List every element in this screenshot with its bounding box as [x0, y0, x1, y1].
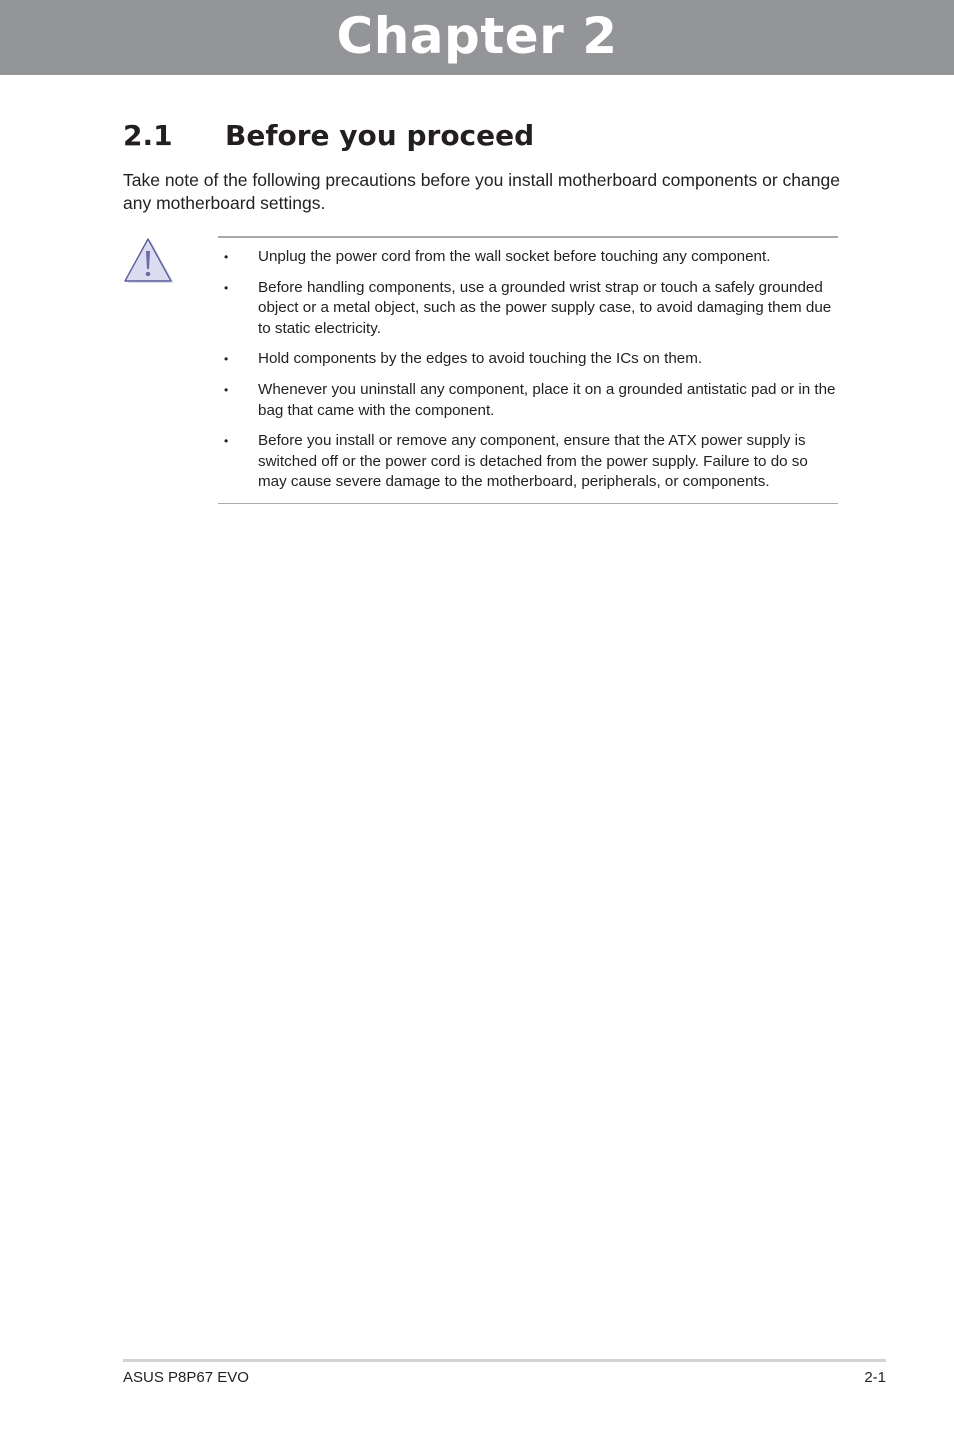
caution-list-item: [218, 349, 838, 370]
bullet-glyph: •: [224, 250, 229, 264]
chapter-title: Chapter 2: [336, 6, 618, 65]
caution-triangle-icon: [124, 238, 176, 286]
bullet-glyph: •: [224, 280, 229, 295]
bullet-glyph: •: [224, 352, 229, 367]
caution-list-item: [218, 380, 838, 421]
caution-item-text: Whenever you uninstall any component, place it on a grounded antistatic pad or in the bag that came with the component.: [258, 380, 836, 419]
intro-paragraph: Take note of the following precautions before you install motherboard components or change any motherboard settings.: [123, 170, 840, 213]
footer-product-name: ASUS P8P67 EVO: [123, 1369, 249, 1386]
caution-item-text: Hold components by the edges to avoid touching the ICs on them.: [258, 350, 703, 368]
section-number: 2.1: [123, 119, 173, 152]
caution-list-item: [218, 247, 838, 268]
footer-page-number: 2-1: [864, 1369, 886, 1386]
section-heading: [123, 118, 534, 154]
section-title: Before you proceed: [225, 119, 535, 152]
footer-divider: [123, 1359, 886, 1362]
bullet-glyph: •: [224, 382, 229, 397]
caution-item-text: Before handling components, use a grounded wrist strap or touch a safely grounded object or a metal object, such as the power supply case, to avoid damaging them due to static electricity.: [258, 278, 832, 337]
caution-item-text: Before you install or remove any component, ensure that the ATX power supply is switched off or the power cord is detached from the power supply. Failure to do so may cause severe damage to the motherboard, peripherals, or components.: [258, 432, 808, 491]
caution-note-box: [218, 236, 838, 504]
chapter-banner: [0, 0, 954, 75]
caution-list: [218, 247, 838, 493]
caution-list-item: [218, 431, 838, 493]
caution-item-text: Unplug the power cord from the wall socket before touching any component.: [258, 248, 771, 265]
caution-list-item: [218, 278, 838, 340]
bullet-glyph: •: [224, 434, 229, 449]
